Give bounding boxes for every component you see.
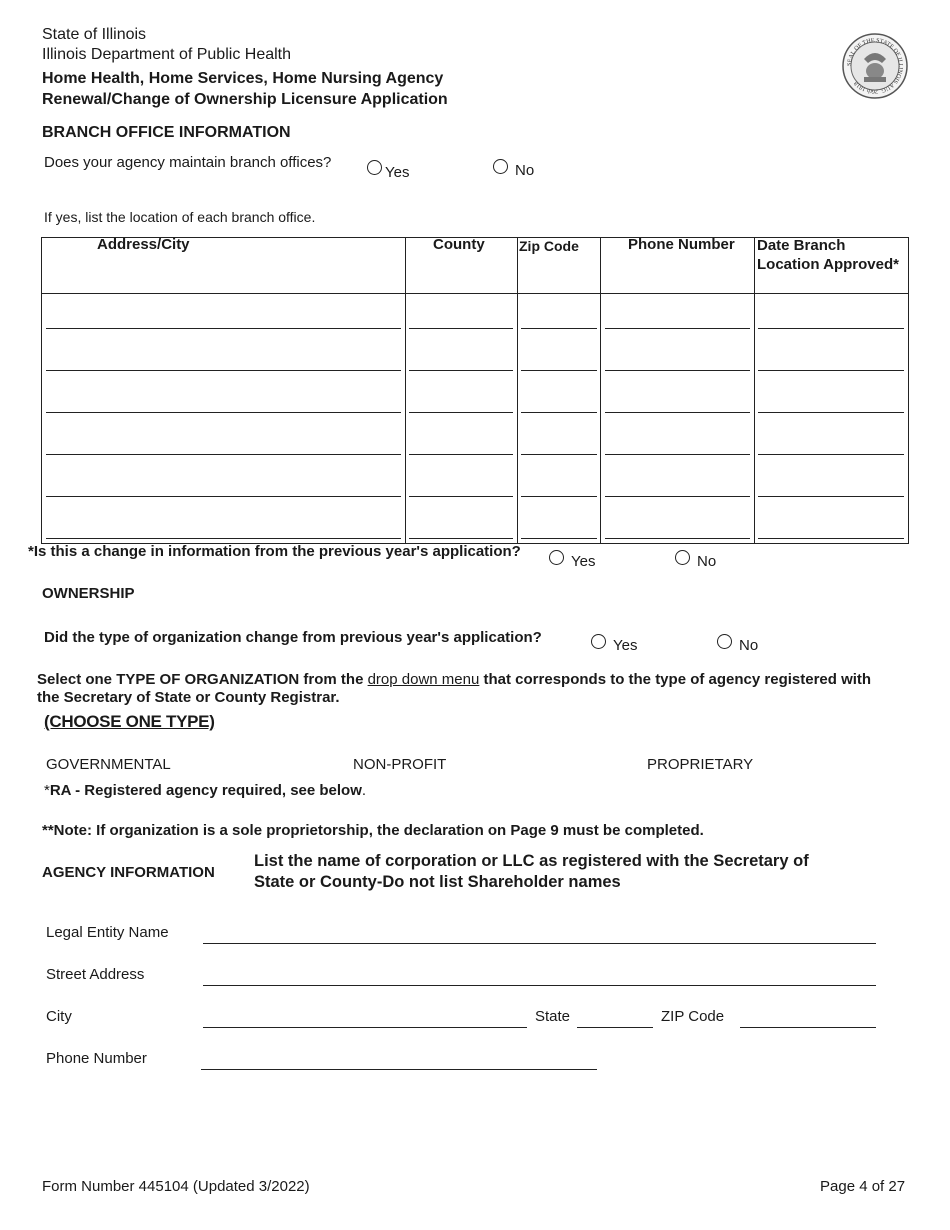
- select-text-a: Select one TYPE OF ORGANIZATION from the: [37, 671, 368, 688]
- branch-question: Does your agency maintain branch offices?: [44, 154, 332, 171]
- branch-row-2-county-input[interactable]: [409, 370, 513, 371]
- sole-proprietor-note: **Note: If organization is a sole proprietorship, the declaration on Page 9 must be completed.: [42, 822, 704, 839]
- form-title-line2: Renewal/Change of Ownership Licensure Application: [42, 91, 448, 108]
- branch-yes-label: Yes: [385, 164, 410, 181]
- state-seal-icon: [842, 33, 908, 99]
- table-col-divider: [517, 237, 518, 544]
- street-address-label: Street Address: [46, 966, 145, 983]
- zip-code-label: ZIP Code: [661, 1008, 725, 1025]
- change-yes-radio[interactable]: [549, 550, 564, 565]
- type-option-governmental[interactable]: GOVERNMENTAL: [46, 756, 171, 773]
- ownership-heading: OWNERSHIP: [42, 585, 135, 602]
- change-question: *Is this a change in information from the previous year's application?: [28, 543, 521, 560]
- choose-one-type: (CHOOSE ONE TYPE): [44, 712, 215, 731]
- form-number: Form Number 445104 (Updated 3/2022): [42, 1178, 310, 1195]
- branch-row-3-phone-number-input[interactable]: [605, 412, 750, 413]
- ownership-yes-radio[interactable]: [591, 634, 606, 649]
- table-col-divider: [405, 237, 406, 544]
- branch-row-2-address-city-input[interactable]: [46, 370, 401, 371]
- branch-row-6-address-city-input[interactable]: [46, 538, 401, 539]
- branch-row-5-date-branch-approved-input[interactable]: [758, 496, 904, 497]
- col-header-zip: Zip Code: [519, 238, 579, 254]
- state-label: State: [535, 1008, 571, 1025]
- branch-row-3-county-input[interactable]: [409, 412, 513, 413]
- ownership-question: Did the type of organization change from previous year's application?: [44, 629, 542, 646]
- agency-instruction-line1: List the name of corporation or LLC as registered with the Secretary of: [254, 852, 809, 870]
- city-label: City: [46, 1008, 72, 1025]
- state-name: State of Illinois: [42, 26, 147, 43]
- branch-row-3-address-city-input[interactable]: [46, 412, 401, 413]
- phone-number-label: Phone Number: [46, 1050, 147, 1067]
- branch-row-1-address-city-input[interactable]: [46, 328, 401, 329]
- branch-table: [41, 237, 909, 544]
- branch-row-4-address-city-input[interactable]: [46, 454, 401, 455]
- ownership-yes-label: Yes: [613, 637, 638, 654]
- branch-row-5-zip-code-input[interactable]: [521, 496, 597, 497]
- type-option-proprietary[interactable]: PROPRIETARY: [647, 756, 754, 773]
- ownership-no-radio[interactable]: [717, 634, 732, 649]
- branch-row-6-county-input[interactable]: [409, 538, 513, 539]
- branch-row-5-address-city-input[interactable]: [46, 496, 401, 497]
- svg-text:SEAL OF THE STATE OF ILLINOIS: SEAL OF THE STATE OF ILLINOIS AUG. 26th 1818: [846, 37, 904, 95]
- agency-heading: AGENCY INFORMATION: [42, 864, 215, 881]
- col-header-date-line1: Date Branch: [757, 237, 846, 254]
- agency-instruction-line2: State or County-Do not list Shareholder names: [254, 873, 621, 891]
- branch-row-4-date-branch-approved-input[interactable]: [758, 454, 904, 455]
- branch-row-6-phone-number-input[interactable]: [605, 538, 750, 539]
- legal-entity-input[interactable]: [203, 943, 876, 944]
- branch-yes-radio[interactable]: [367, 160, 382, 175]
- branch-list-instruction: If yes, list the location of each branch office.: [44, 209, 316, 225]
- change-no-radio[interactable]: [675, 550, 690, 565]
- branch-row-2-phone-number-input[interactable]: [605, 370, 750, 371]
- branch-no-radio[interactable]: [493, 159, 508, 174]
- branch-row-5-county-input[interactable]: [409, 496, 513, 497]
- table-col-divider: [754, 237, 755, 544]
- form-title-line1: Home Health, Home Services, Home Nursing Agency: [42, 70, 444, 87]
- zip-code-input[interactable]: [740, 1027, 876, 1028]
- street-address-input[interactable]: [203, 985, 876, 986]
- type-option-non-profit[interactable]: NON-PROFIT: [353, 756, 447, 773]
- ra-note: [44, 782, 366, 799]
- select-text-b: that corresponds to the type of agency registered with: [479, 671, 872, 688]
- branch-row-1-county-input[interactable]: [409, 328, 513, 329]
- phone-number-input[interactable]: [201, 1069, 597, 1070]
- branch-heading: BRANCH OFFICE INFORMATION: [42, 124, 291, 141]
- ownership-no-label: No: [739, 637, 759, 654]
- branch-row-4-county-input[interactable]: [409, 454, 513, 455]
- branch-row-2-zip-code-input[interactable]: [521, 370, 597, 371]
- branch-row-1-date-branch-approved-input[interactable]: [758, 328, 904, 329]
- col-header-phone: Phone Number: [628, 236, 735, 253]
- col-header-date-line2: Location Approved*: [757, 256, 899, 273]
- select-type-instruction: [37, 671, 871, 688]
- branch-row-1-phone-number-input[interactable]: [605, 328, 750, 329]
- col-header-county: County: [433, 236, 485, 253]
- branch-row-6-date-branch-approved-input[interactable]: [758, 538, 904, 539]
- select-type-instruction-cont: the Secretary of State or County Registrar.: [37, 689, 340, 706]
- change-yes-label: Yes: [571, 553, 596, 570]
- branch-row-3-date-branch-approved-input[interactable]: [758, 412, 904, 413]
- branch-row-1-zip-code-input[interactable]: [521, 328, 597, 329]
- city-input[interactable]: [203, 1027, 527, 1028]
- ra-suffix: .: [361, 782, 367, 799]
- change-no-label: No: [697, 553, 717, 570]
- table-col-divider: [600, 237, 601, 544]
- drop-down-menu-link[interactable]: drop down menu: [367, 671, 480, 688]
- ra-text: RA - Registered agency required, see below: [49, 782, 362, 799]
- legal-entity-label: Legal Entity Name: [46, 924, 169, 941]
- department-name: Illinois Department of Public Health: [42, 46, 292, 63]
- table-header-divider: [41, 293, 909, 294]
- state-input[interactable]: [577, 1027, 653, 1028]
- branch-row-6-zip-code-input[interactable]: [521, 538, 597, 539]
- branch-row-2-date-branch-approved-input[interactable]: [758, 370, 904, 371]
- col-header-address: Address/City: [97, 236, 190, 253]
- page-number: Page 4 of 27: [820, 1178, 906, 1195]
- branch-row-4-zip-code-input[interactable]: [521, 454, 597, 455]
- branch-row-5-phone-number-input[interactable]: [605, 496, 750, 497]
- branch-no-label: No: [515, 162, 535, 179]
- ra-prefix: *: [44, 782, 50, 799]
- branch-row-4-phone-number-input[interactable]: [605, 454, 750, 455]
- branch-row-3-zip-code-input[interactable]: [521, 412, 597, 413]
